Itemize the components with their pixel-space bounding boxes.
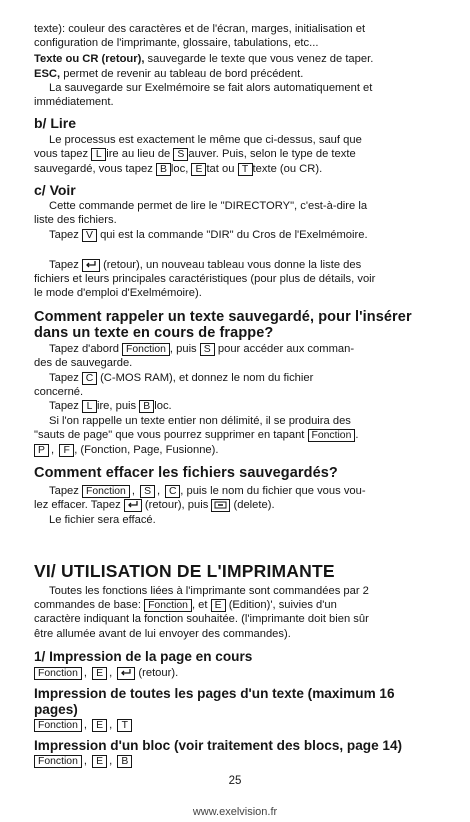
key-cap-fonction: Fonction — [34, 667, 82, 680]
return-key-icon — [82, 259, 100, 272]
key-cap-fonction: Fonction — [308, 429, 356, 442]
paragraph-line: Cette commande permet de lire le "DIRECTORY", c'est-à-dire la — [49, 200, 368, 212]
text: texte (ou CR). — [252, 163, 323, 175]
key-cap: E — [211, 599, 226, 612]
text: qui est la commande "DIR" du Cros de l'Exelmémoire. — [96, 229, 368, 241]
key-cap: F — [59, 444, 74, 457]
section-heading-voir: c/ Voir — [34, 182, 76, 198]
chapter-heading: VI/ UTILISATION DE L'IMPRIMANTE — [34, 561, 335, 581]
paragraph-line: Tapez Fonction , S , C , puis le nom du fichier que vous vou- — [49, 485, 366, 497]
key-cap: L — [82, 400, 97, 413]
text: (retour), puis — [141, 499, 212, 511]
key-cap: L — [91, 148, 106, 161]
definition: sauvegarde le texte que vous venez de taper. — [144, 53, 374, 65]
key-cap: E — [92, 755, 107, 768]
text: vous tapez — [34, 148, 92, 160]
paragraph-line: être allumée avant de lui envoyer des commandes). — [34, 628, 291, 640]
text: (delete). — [230, 499, 275, 511]
paragraph-line: Le processus est exactement le même que ci-dessus, sauf que — [49, 134, 362, 146]
section-heading-rappeler: Comment rappeler un texte sauvegardé, pour l'insérer — [34, 309, 412, 325]
key-cap: S — [173, 148, 188, 161]
paragraph-line: P , F , (Fonction, Page, Fusionne). — [34, 443, 448, 457]
text: lez effacer. Tapez — [34, 499, 124, 511]
text: , et — [191, 599, 211, 611]
key-cap: V — [82, 229, 97, 242]
paragraph-line: Toutes les fonctions liées à l'imprimante sont commandées par 2 — [49, 585, 369, 597]
return-key-icon — [117, 667, 135, 680]
delete-key-icon — [211, 499, 230, 512]
paragraph-line — [49, 399, 448, 413]
section-heading-lire: b/ Lire — [34, 115, 77, 131]
key-sequence: Fonction , E , B — [34, 754, 448, 768]
subsection-heading: Impression d'un bloc (voir traitement des blocs, page 14) — [34, 738, 403, 753]
key-cap: S — [200, 343, 215, 356]
paragraph-line: texte): couleur des caractères et de l'écran, marges, initialisation et — [34, 23, 366, 35]
paragraph-line — [49, 258, 448, 272]
paragraph-line — [49, 228, 448, 242]
text: (retour), un nouveau tableau vous donne la liste des — [99, 259, 362, 271]
key-cap: T — [117, 719, 132, 732]
text: Tapez d'abord — [49, 343, 123, 355]
text: . — [355, 429, 359, 441]
key-cap: E — [191, 163, 206, 176]
key-cap: B — [117, 755, 132, 768]
paragraph-line: configuration de l'imprimante, glossaire, tabulations, etc... — [34, 37, 319, 49]
paragraph-line — [49, 342, 448, 356]
return-key-icon — [124, 499, 142, 512]
text: Tapez — [49, 400, 82, 412]
key-cap-fonction: Fonction — [82, 485, 130, 498]
paragraph-line: immédiatement. — [34, 96, 114, 108]
subsection-heading: Impression de toutes les pages d'un texte (maximum 16 — [34, 686, 395, 701]
text: Tapez — [49, 259, 82, 271]
text: (retour). — [135, 667, 179, 679]
text: ire, puis — [96, 400, 140, 412]
key-cap: T — [238, 163, 253, 176]
text: ire au lieu de — [106, 148, 174, 160]
text: , (Fonction, Page, Fusionne). — [74, 444, 219, 456]
key-cap: E — [92, 667, 107, 680]
paragraph-line: caractère indiquant la fonction souhaitée. (l'imprimante doit bien sûr — [34, 613, 369, 625]
key-cap: C — [165, 485, 180, 498]
paragraph-line: Si l'on rappelle un texte entier non délimité, il se produira des — [49, 415, 351, 427]
paragraph-line — [34, 162, 448, 176]
text: Tapez — [49, 229, 82, 241]
key-sequence: Fonction , E , (retour). — [34, 666, 448, 680]
paragraph-line: des de sauvegarde. — [34, 357, 133, 369]
subsection-heading-cont: pages) — [34, 702, 78, 717]
term: ESC, — [34, 68, 61, 80]
key-sequence: Fonction , E , T — [34, 718, 448, 732]
paragraph-line: le mode d'emploi d'Exelmémoire). — [34, 287, 202, 299]
text: , puis — [169, 343, 200, 355]
definition: permet de revenir au tableau de bord précédent. — [60, 68, 304, 80]
text: auver. Puis, selon le type de texte — [188, 148, 356, 160]
term: Texte ou CR (retour), — [34, 53, 145, 65]
text: sauvegardé, vous tapez — [34, 163, 156, 175]
text: (C-MOS RAM), et donnez le nom du fichier — [96, 372, 314, 384]
key-cap: C — [82, 372, 97, 385]
paragraph-line — [34, 498, 448, 512]
text: loc, — [170, 163, 192, 175]
key-cap: E — [92, 719, 107, 732]
footer-url: www.exelvision.fr — [192, 806, 278, 818]
text: loc. — [154, 400, 172, 412]
page-number: 25 — [228, 775, 242, 787]
section-heading-rappeler-cont: dans un texte en cours de frappe? — [34, 325, 274, 341]
text: pour accéder aux comman- — [214, 343, 355, 355]
subsection-heading: 1/ Impression de la page en cours — [34, 649, 253, 664]
key-cap-fonction: Fonction — [34, 755, 82, 768]
definition-esc — [34, 67, 448, 81]
paragraph-line: La sauvegarde sur Exelmémoire se fait alors automatiquement et — [49, 82, 373, 94]
paragraph-line — [49, 371, 448, 385]
paragraph-line — [34, 428, 448, 442]
paragraph-line: concerné. — [34, 386, 84, 398]
paragraph-line: Le fichier sera effacé. — [49, 514, 156, 526]
key-cap-fonction: Fonction — [34, 719, 82, 732]
key-cap-fonction: Fonction — [122, 343, 170, 356]
paragraph-line: liste des fichiers. — [34, 214, 117, 226]
text: Tapez — [49, 485, 82, 497]
paragraph-line — [34, 598, 448, 612]
key-cap: B — [139, 400, 154, 413]
paragraph-line: fichiers et leurs principales caractéristiques (pour plus de détails, voir — [34, 273, 376, 285]
key-cap: S — [140, 485, 155, 498]
text: Tapez — [49, 372, 82, 384]
text: tat ou — [206, 163, 238, 175]
text: commandes de base: — [34, 599, 145, 611]
key-cap: B — [156, 163, 171, 176]
text: (Edition)', suivies d'un — [225, 599, 337, 611]
key-cap-fonction: Fonction — [144, 599, 192, 612]
text: , puis le nom du fichier que vous vou- — [180, 485, 366, 497]
text: "sauts de page" que vous pourrez supprimer en tapant — [34, 429, 308, 441]
key-cap: P — [34, 444, 49, 457]
section-heading-effacer: Comment effacer les fichiers sauvegardés? — [34, 465, 338, 481]
paragraph-line — [34, 147, 448, 161]
definition-texte-cr — [34, 52, 448, 66]
